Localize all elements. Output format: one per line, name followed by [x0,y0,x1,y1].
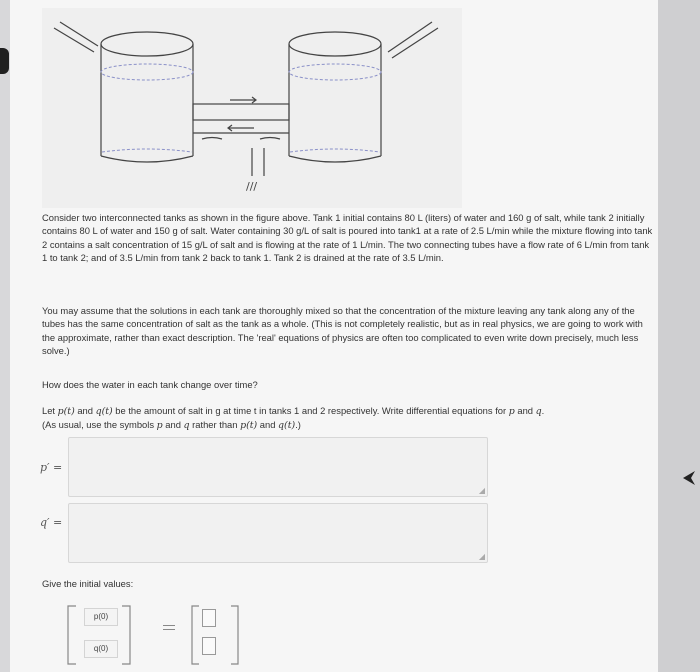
resize-grip-icon[interactable]: ◢ [478,552,485,561]
left-open-bracket [68,606,76,664]
tank1-upper-level [101,64,193,80]
instruction-text: Let p(t) and q(t) be the amount of salt in g at time t in tanks 1 and 2 respectively. Write differential equations for p and q. (As usual, use the symbols p and q rather than p(t) and q(t).) [42,405,545,432]
q0-answer-input[interactable] [202,637,216,655]
problem-paragraph-2: You may assume that the solutions in each tank are thoroughly mixed so that the concentration of the mixture leaving any tank along any of the tubes has the same concentration of salt as the tank as a whole. (This is not completely realistic, but as in real physics, we are going to work with the approximate, rather than exact description. The 'real' equations of physics are often too complicated to even write down precisely, much less solve.) [42,305,643,357]
left-gutter [0,0,10,672]
sidebar-tab[interactable] [0,48,9,74]
bottom-tube-left [202,138,222,140]
p-prime-label: p′ = [40,461,63,474]
tank2-bottom [289,156,381,162]
tank2-upper-level [289,64,381,80]
drain-pipe [252,148,264,176]
p-prime-answer-field[interactable] [68,437,488,497]
cursor-icon [682,470,696,486]
inflow-pipe-tank2 [388,22,438,58]
tank-figure [42,8,462,208]
resize-grip-icon[interactable]: ◢ [478,486,485,495]
q0-label: q(0) [84,640,118,658]
q-prime-label: q′ = [40,516,63,529]
tank1-top [101,32,193,56]
bottom-tube-right [260,138,280,140]
arrow-tank1-to-tank2 [230,97,256,103]
tank-diagram [42,8,462,208]
flow-mark: /// [246,180,258,193]
answer-close-bracket [231,606,238,664]
arrow-tank2-to-tank1 [228,125,254,131]
initial-values-label: Give the initial values: [42,578,134,589]
question-text: How does the water in each tank change over time? [42,379,258,390]
p0-label: p(0) [84,608,118,626]
p0-answer-input[interactable] [202,609,216,627]
problem-paragraph-1: Consider two interconnected tanks as shown in the figure above. Tank 1 initial contains 80 L (liters) of water and 160 g of salt, while tank 2 initially contains 80 L of water and 150 g of salt. Water containing 30 g/L of salt is poured into tank1 at a rate of 2.5 L/min while the mixture flowing into tank 2 contains a salt concentration of 15 g/L of salt and is flowing at the rate of 1 L/min. The two connecting tubes have a flow rate of 6 L/min from tank 1 to tank 2; and of 3.5 L/min from tank 2 back to tank 1. Tank 2 is drained at the rate of 3.5 L/min. [42,212,653,264]
equals-sign [163,625,175,633]
inflow-pipe-tank1 [54,22,98,52]
tank1-bottom [101,156,193,162]
right-gutter [658,0,700,672]
answer-open-bracket [192,606,199,664]
tank1-lower-level [102,149,192,152]
connecting-tube-upper [193,104,289,120]
tank2-lower-level [290,149,380,152]
left-close-bracket [122,606,130,664]
q-prime-answer-field[interactable] [68,503,488,563]
tank2-top [289,32,381,56]
